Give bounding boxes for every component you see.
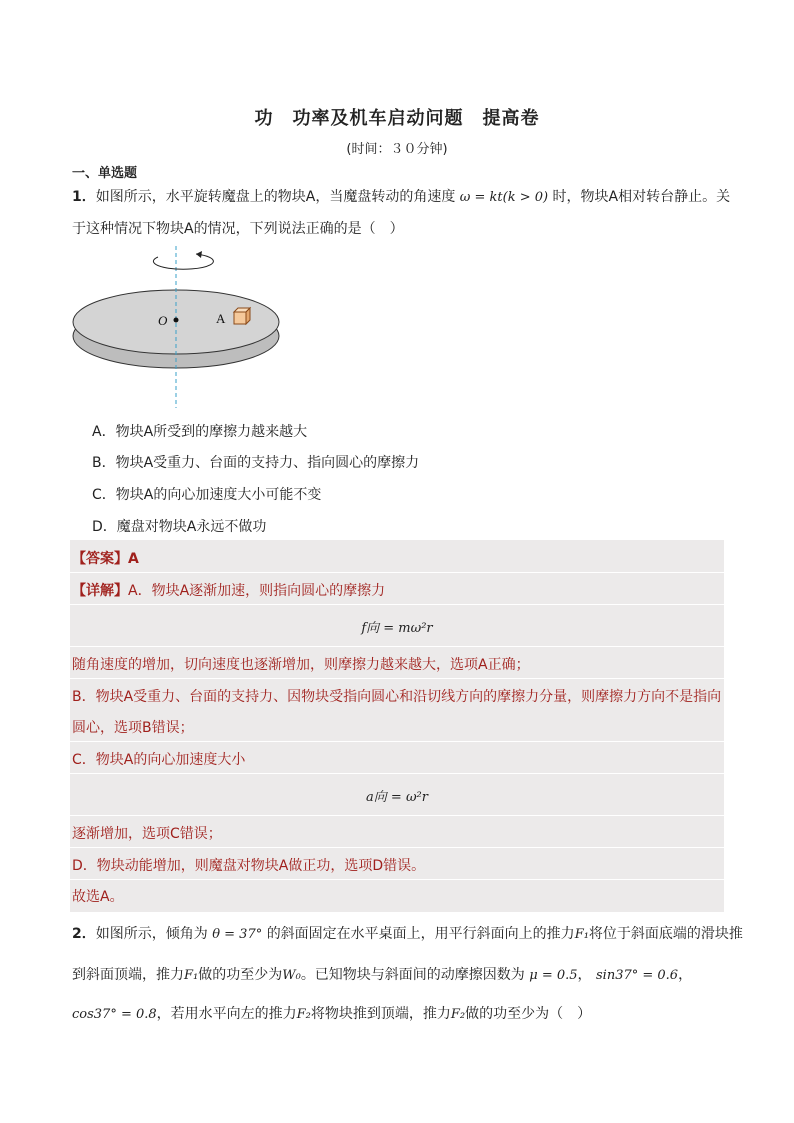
- rotating-disc-figure: [68, 244, 288, 414]
- detail-line-c2: 逐渐增加，选项C错误；: [72, 826, 222, 842]
- q2-number: 2．: [72, 926, 96, 942]
- answer-value: A: [128, 551, 139, 567]
- center-point: [174, 318, 179, 323]
- rotation-arrow-icon: [153, 254, 213, 269]
- q1-option-c: C．物块A的向心加速度大小可能不变: [92, 487, 322, 503]
- center-label: O: [158, 313, 168, 328]
- answer-label: 【答案】: [72, 551, 128, 567]
- q2-line2: 到斜面顶端，推力F₁做的功至少为W₀。已知物块与斜面间的动摩擦因数为 μ = 0.5， sin37° = 0.6，: [72, 967, 693, 983]
- detail-label: 【详解】: [72, 583, 128, 599]
- detail-line-d: D．物块动能增加，则魔盘对物块A做正功，选项D错误。: [72, 858, 426, 874]
- q1-line2: 于这种情况下物块A的情况，下列说法正确的是（ ）: [72, 221, 404, 237]
- q1-option-b: B．物块A受重力、台面的支持力、指向圆心的摩擦力: [92, 455, 420, 471]
- q1-omega-formula: ω = kt(k > 0): [459, 190, 549, 205]
- q2-line1: 2．如图所示，倾角为 θ = 37° 的斜面固定在水平桌面上，用平行斜面向上的推力F₁将位于斜面底端的滑块推: [72, 926, 743, 942]
- q1-line1: 1．如图所示，水平旋转魔盘上的物块A，当魔盘转动的角速度 ω = kt(k > 0) 时，物块A相对转台静止。关: [72, 189, 731, 205]
- formula-acceleration: a向 = ω²r: [366, 790, 428, 805]
- conclusion-line: 故选A。: [72, 889, 124, 905]
- q1-option-a: A．物块A所受到的摩擦力越来越大: [92, 424, 308, 440]
- formula-friction: f向 = mω²r: [361, 621, 433, 636]
- q1-number: 1．: [72, 189, 96, 205]
- answer-line: [72, 548, 139, 568]
- page-subtitle: (时间：３０分钟): [346, 142, 448, 157]
- detail-line-a: 【详解】A．物块A逐渐加速，则指向圆心的摩擦力: [72, 583, 386, 599]
- q2-line3: cos37° = 0.8，若用水平向左的推力F₂将物块推到顶端，推力F₂做的功至少为（ ）: [72, 1006, 592, 1022]
- detail-line-c: C．物块A的向心加速度大小: [72, 752, 246, 768]
- q1-option-d: D．魔盘对物块A永远不做功: [92, 519, 267, 535]
- detail-line-b2: 圆心，选项B错误；: [72, 720, 194, 736]
- detail-line-b1: B．物块A受重力、台面的支持力、因物块受指向圆心和沿切线方向的摩擦力分量，则摩擦力方向不是指向: [72, 689, 722, 705]
- block-label: A: [216, 311, 226, 326]
- detail-line-a2: 随角速度的增加，切向速度也逐渐增加，则摩擦力越来越大，选项A正确；: [72, 657, 530, 673]
- section-heading: 一、单选题: [72, 166, 138, 181]
- block-icon: [234, 308, 250, 324]
- page-title: 功 功率及机车启动问题 提高卷: [254, 108, 540, 129]
